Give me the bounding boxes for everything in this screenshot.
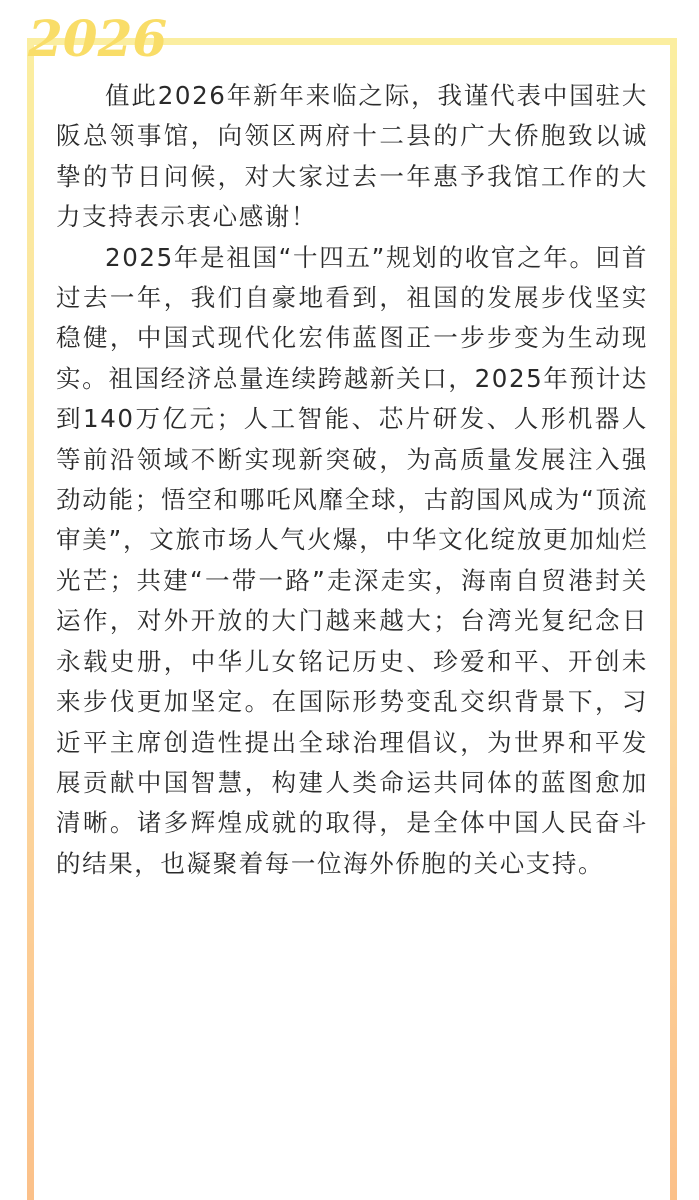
greeting-paragraph: 值此2026年新年来临之际，我谨代表中国驻大阪总领事馆，向领区两府十二县的广大侨胞致以诚挚的节日问候，对大家过去一年惠予我馆工作的大力支持表示衷心感谢！ [56,81,648,232]
article-body [56,76,648,884]
year-2026-logo [24,0,174,70]
review-paragraph: 2025年是祖国“十四五”规划的收官之年。回首过去一年，我们自豪地看到，祖国的发展步伐坚实稳健，中国式现代化宏伟蓝图正一步步变为生动现实。祖国经济总量连续跨越新关口，2025年预计达到140万亿元；人工智能、芯片研发、人形机器人等前沿领域不断实现新突破，为高质量发展注入强劲动能；悟空和哪吒风靡全球，古韵国风成为“顶流审美”，文旅市场人气火爆，中华文化绽放更加灿烂光芒；共建“一带一路”走深走实，海南自贸港封关运作，对外开放的大门越来越大；台湾光复纪念日永载史册，中华儿女铭记历史、珍爱和平、开创未来步伐更加坚定。在国际形势变乱交织背景下，习近平主席创造性提出全球治理倡议，为世界和平发展贡献中国智慧，构建人类命运共同体的蓝图愈加清晰。诸多辉煌成就的取得，是全体中国人民奋斗的结果，也凝聚着每一位海外侨胞的关心支持。 [56,242,648,878]
year-logo-text: 2026 [28,9,168,68]
